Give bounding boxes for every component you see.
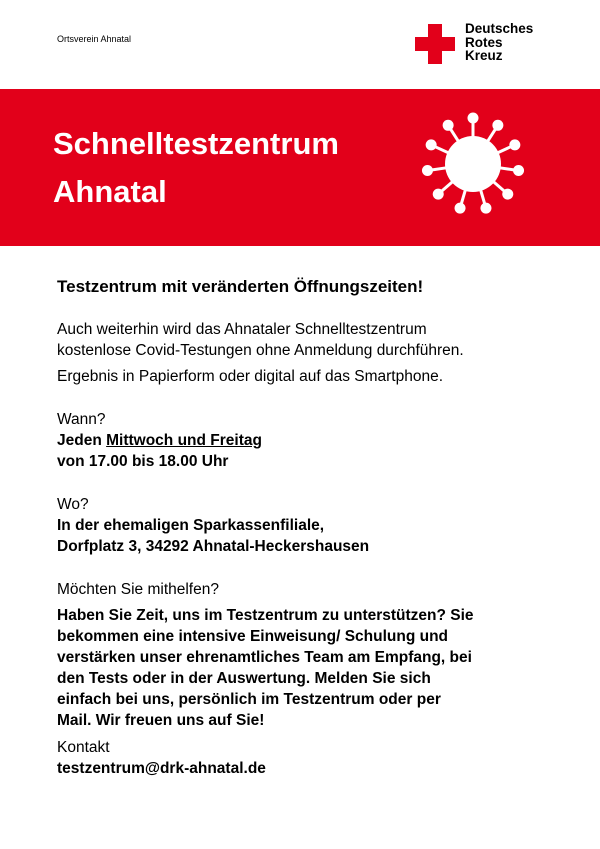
logo-wordmark: [465, 22, 533, 63]
where-label: Wo?: [57, 496, 89, 513]
contact-label: Kontakt: [57, 739, 110, 756]
when-prefix: Jeden: [57, 432, 107, 449]
red-cross-icon: [415, 24, 455, 64]
banner-title-line: Ahnatal: [53, 174, 167, 209]
banner-title-line: Schnelltestzentrum: [53, 126, 339, 161]
help-line: einfach bei uns, persönlich im Testzentrum oder per: [57, 691, 441, 708]
headline: Testzentrum mit veränderten Öffnungszeiten!: [57, 277, 424, 296]
where-line: Dorfplatz 3, 34292 Ahnatal-Heckershausen: [57, 538, 370, 555]
intro-line: Auch weiterhin wird das Ahnataler Schnelltestzentrum: [57, 321, 427, 338]
logo-line: Rotes: [465, 34, 503, 50]
when-days: [57, 430, 557, 451]
help-label: Möchten Sie mithelfen?: [57, 581, 219, 598]
org-label: Ortsverein Ahnatal: [57, 34, 132, 44]
help-line: Mail. Wir freuen uns auf Sie!: [57, 712, 265, 729]
when-time: von 17.00 bis 18.00 Uhr: [57, 453, 229, 470]
help-line: verstärken unser ehrenamtliches Team am Empfang, bei: [57, 649, 472, 666]
when-label: Wann?: [57, 411, 106, 428]
when-days-text: Mittwoch und Freitag: [106, 432, 262, 449]
logo-line: Kreuz: [465, 48, 503, 63]
drk-logo: [415, 22, 533, 64]
logo-line: Deutsches: [465, 21, 534, 36]
contact-email[interactable]: testzentrum@drk-ahnatal.de: [57, 760, 266, 777]
result-text: Ergebnis in Papierform oder digital auf das Smartphone.: [57, 368, 443, 385]
intro-line: kostenlose Covid-Testungen ohne Anmeldung durchführen.: [57, 342, 464, 359]
where-line: In der ehemaligen Sparkassenfiliale,: [57, 517, 325, 534]
help-line: bekommen eine intensive Einweisung/ Schulung und: [57, 628, 449, 645]
virus-icon: [421, 102, 525, 226]
banner-title: [53, 120, 339, 216]
main-content: [57, 276, 557, 779]
help-line: den Tests oder in der Auswertung. Melden Sie sich: [57, 670, 431, 687]
help-line: Haben Sie Zeit, uns im Testzentrum zu unterstützen? Sie: [57, 607, 474, 624]
